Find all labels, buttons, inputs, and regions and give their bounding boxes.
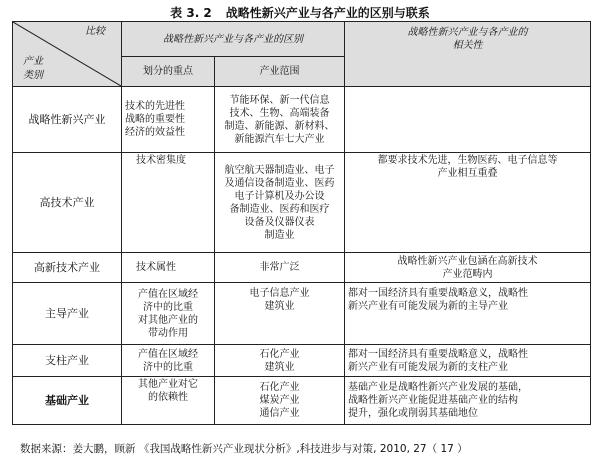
scope-cell: 石化产业 煤炭产业 通信产业 xyxy=(215,377,345,425)
table-caption xyxy=(0,4,600,21)
scope-cell: 节能环保、新一代信息 技术、生物、高端装备 制造、新能源、新材料、 新能源汽车七大产业 xyxy=(215,87,345,153)
table-row xyxy=(13,153,591,253)
relation-cell: 都对一国经济具有重要战略意义，战略性 新兴产业有可能发展为新的支柱产业 xyxy=(345,345,591,377)
scope-cell: 非常广泛 xyxy=(215,253,345,283)
relation-cell: 都要求技术先进，生物医药、电子信息等 产业相互重叠 xyxy=(345,153,591,253)
corner-compare-label: 比较 xyxy=(85,26,105,37)
industry-name: 主导产业 xyxy=(13,283,122,345)
relation-cell: 战略性新兴产业包涵在高新技术 产业范畴内 xyxy=(345,253,591,283)
industry-name: 高技术产业 xyxy=(13,153,122,253)
industry-name: 基础产业 xyxy=(13,377,122,425)
relation-cell xyxy=(345,87,591,153)
header-row xyxy=(13,22,591,57)
scope-header: 产业范围 xyxy=(215,57,345,87)
table-row xyxy=(13,283,591,345)
relation-cell: 都对一国经济具有重要战略意义，战略性 新兴产业有可能发展为新的主导产业 xyxy=(345,283,591,345)
scope-cell: 石化产业 建筑业 xyxy=(215,345,345,377)
focus-cell: 技术属性 xyxy=(122,253,215,283)
focus-cell: 产值在区域经 济中的比重 xyxy=(122,345,215,377)
diagonal-header-cell xyxy=(13,22,122,87)
industry-name: 支柱产业 xyxy=(13,345,122,377)
relation-cell: 基础产业是战略性新兴产业发展的基础， 战略性新兴产业能促进基础产业的结构 提升，强化或削弱其基础地位 xyxy=(345,377,591,425)
difference-header: 战略性新兴产业与各产业的区别 xyxy=(122,22,345,57)
correlation-header: 战略性新兴产业与各产业的 相关性 xyxy=(345,22,591,87)
industry-name: 高新技术产业 xyxy=(13,253,122,283)
focus-header: 划分的重点 xyxy=(122,57,215,87)
corner-industry-label: 产业 类别 xyxy=(23,56,43,81)
table-row xyxy=(13,377,591,425)
industry-name: 战略性新兴产业 xyxy=(13,87,122,153)
table-row xyxy=(13,253,591,283)
table-row xyxy=(13,87,591,153)
focus-cell: 其他产业对它 的依赖性 xyxy=(122,377,215,425)
comparison-table xyxy=(12,21,591,425)
table-title: 战略性新兴产业与各产业的区别与联系 xyxy=(225,6,430,20)
focus-cell: 技术的先进性 战略的重要性 经济的效益性 xyxy=(122,87,215,153)
scope-cell: 航空航天器制造业、电子 及通信设备制造业、医药 电子计算机及办公设 备制造业、医药和医疗 设备及仪器仪表 制造业 xyxy=(215,153,345,253)
table-number: 表 3. 2 xyxy=(170,6,212,20)
table-row xyxy=(13,345,591,377)
source-footnote: 数据来源：姜大鹏，顾新 《我国战略性新兴产业现状分析》,科技进步与对策, 2010, 27（ 17 ） xyxy=(20,443,468,455)
scope-cell: 电子信息产业 建筑业 xyxy=(215,283,345,345)
focus-cell: 技术密集度 xyxy=(122,153,215,253)
focus-cell: 产值在区域经 济中的比重 对其他产业的 带动作用 xyxy=(122,283,215,345)
